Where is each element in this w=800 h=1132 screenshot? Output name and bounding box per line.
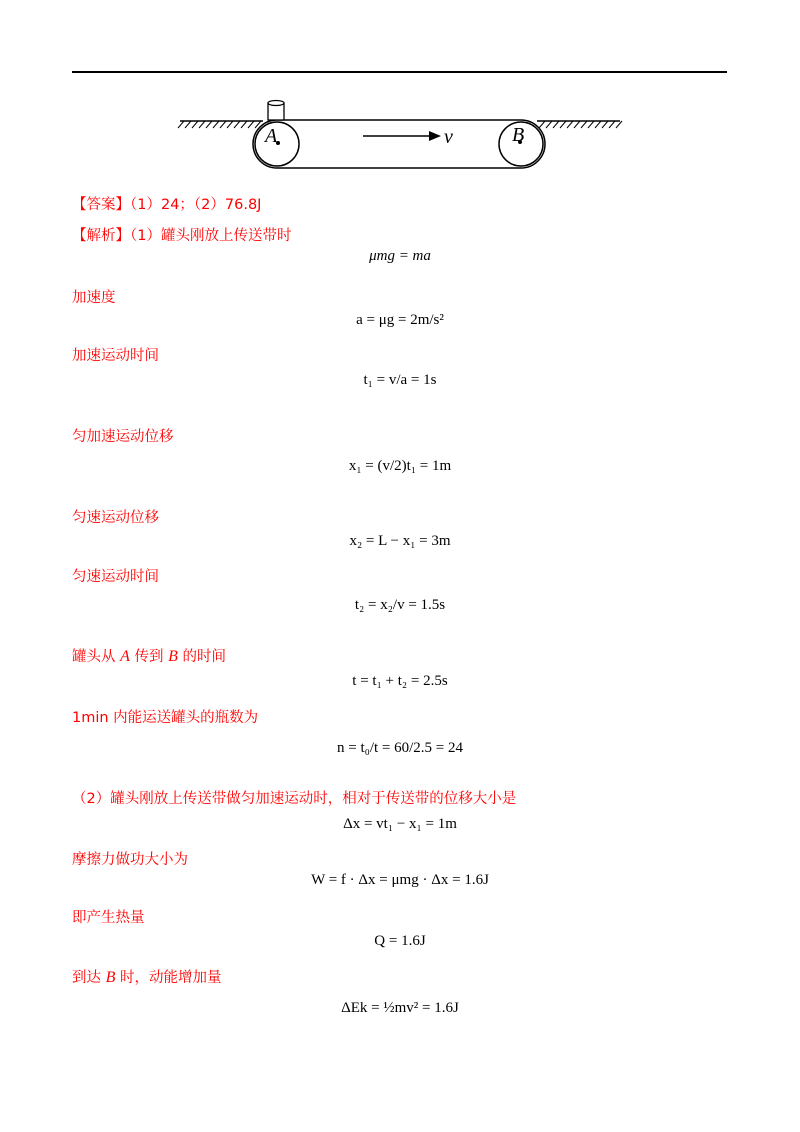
equation-3-text: t₁ = v/a = 1s xyxy=(363,372,437,388)
pulley-a-label: A xyxy=(265,125,278,147)
conveyor-belt-diagram xyxy=(0,95,800,180)
equation-4 xyxy=(0,458,800,475)
answer-bracket: 【答案】 xyxy=(72,197,130,213)
equation-6-text: t₂ = x₂/v = 1.5s xyxy=(354,597,446,613)
equation-9-text: Δx = vt₁ − x₁ = 1m xyxy=(343,816,457,832)
equation-11 xyxy=(0,933,800,950)
label-ke-pre: 到达 xyxy=(72,970,101,986)
label-heat-produced: 即产生热量 xyxy=(72,910,145,926)
equation-2-text: a = μg = 2m/s² xyxy=(356,312,444,328)
label-point-a: A xyxy=(120,648,130,665)
equation-7-text: t = t₁ + t₂ = 2.5s xyxy=(352,673,448,689)
equation-9 xyxy=(0,816,800,833)
equation-6 xyxy=(0,597,800,614)
label-uniform-acceleration-displacement: 匀加速运动位移 xyxy=(72,429,174,445)
velocity-label: v xyxy=(444,126,453,148)
equation-12-text: ΔEk = ½mv² = 1.6J xyxy=(341,1000,459,1016)
label-time-a-to-b xyxy=(72,645,226,666)
label-acceleration: 加速度 xyxy=(72,290,116,306)
label-acceleration-time: 加速运动时间 xyxy=(72,348,159,364)
analysis-bracket: 【解析】 xyxy=(72,228,130,244)
label-uniform-motion-displacement: 匀速运动位移 xyxy=(72,510,159,526)
label-time-a-to-b-post: 的时间 xyxy=(182,649,226,665)
equation-2 xyxy=(0,312,800,329)
equation-8-text: n = t₀/t = 60/2.5 = 24 xyxy=(336,740,464,756)
equation-10 xyxy=(0,872,800,889)
label-cans-per-minute: 1min 内能运送罐头的瓶数为 xyxy=(72,710,259,726)
answer-text: （1）24；（2）76.8J xyxy=(130,197,262,213)
label-point-b: B xyxy=(168,648,178,665)
top-rule xyxy=(72,71,727,73)
equation-3 xyxy=(0,372,800,389)
label-uniform-motion-time: 匀速运动时间 xyxy=(72,569,159,585)
label-ke-post: 时，动能增加量 xyxy=(120,970,222,986)
equation-11-text: Q = 1.6J xyxy=(374,933,426,949)
equation-8 xyxy=(0,740,800,757)
equation-5 xyxy=(0,533,800,550)
equation-12 xyxy=(0,1000,800,1017)
analysis-intro: （1）罐头刚放上传送带时 xyxy=(130,228,292,244)
pulley-b-label: B xyxy=(512,124,525,146)
equation-1-text: μmg = ma xyxy=(369,248,431,264)
label-kinetic-energy-increase xyxy=(72,966,222,987)
equation-4-text: x₁ = (v/2)t₁ = 1m xyxy=(348,458,452,474)
analysis-line xyxy=(72,224,291,245)
equation-5-text: x₂ = L − x₁ = 3m xyxy=(349,533,451,549)
equation-1 xyxy=(0,248,800,265)
answer-line xyxy=(72,193,261,214)
label-time-a-to-b-mid: 传到 xyxy=(134,649,164,665)
equation-7 xyxy=(0,673,800,690)
equation-10-text: W = f · Δx = μmg · Δx = 1.6J xyxy=(311,872,489,888)
label-part-2: （2）罐头刚放上传送带做匀加速运动时，相对于传送带的位移大小是 xyxy=(72,791,517,807)
label-ke-point-b: B xyxy=(105,969,116,986)
label-time-a-to-b-pre: 罐头从 xyxy=(72,649,116,665)
label-friction-work: 摩擦力做功大小为 xyxy=(72,852,188,868)
